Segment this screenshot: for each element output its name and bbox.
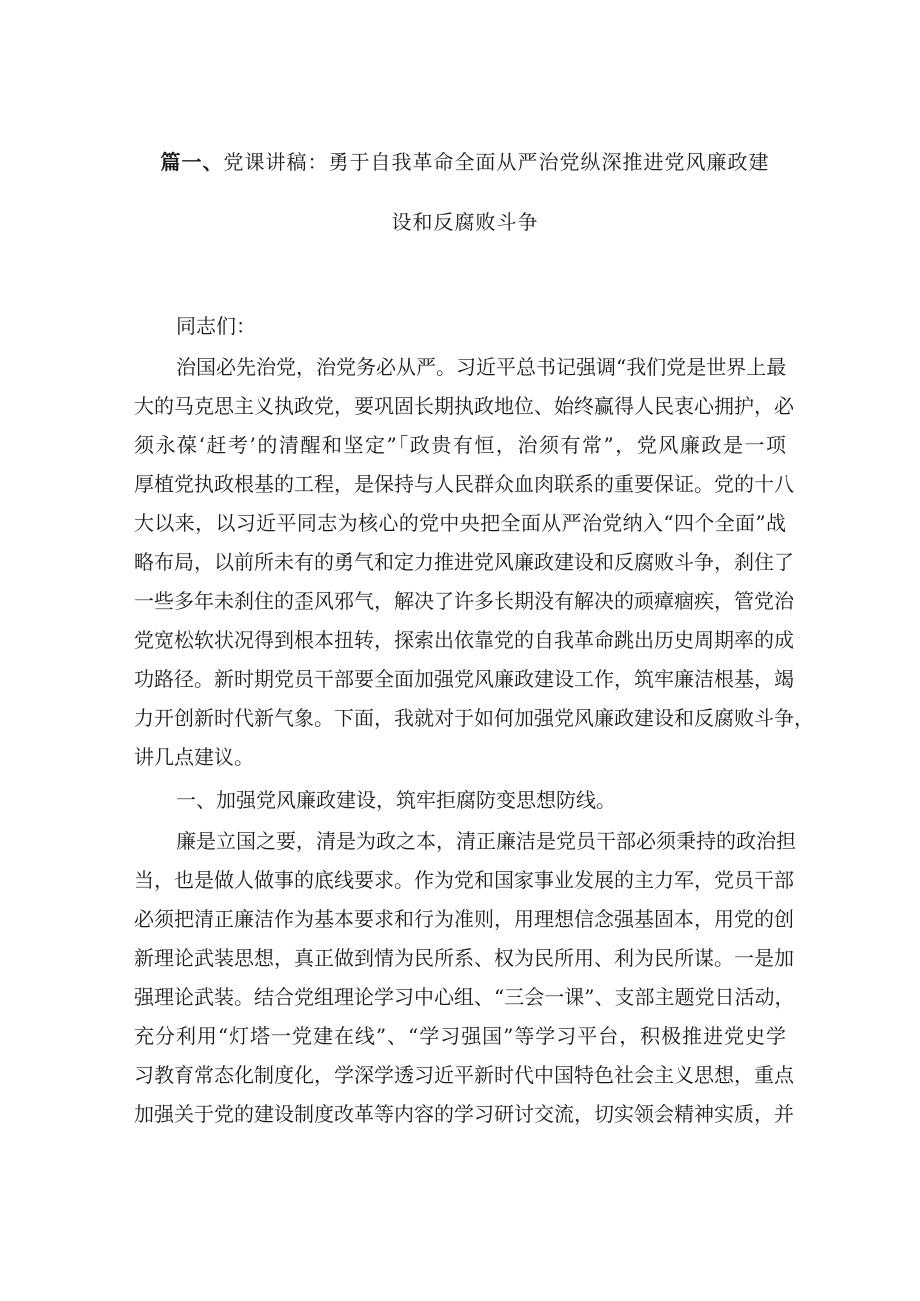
- paragraph-2-line: 新理论武装思想，真正做到情为民所系、权为民所用、利为民所谋。一是加: [134, 946, 794, 970]
- paragraph-1-line: 讲几点建议。: [134, 745, 254, 769]
- paragraph-2-line: 必须把清正廉洁作为基本要求和行为准则，用理想信念强基固本，用党的创: [134, 907, 794, 931]
- paragraph-1-line: 党宽松软状况得到根本扭转，探索出依靠党的自我革命跳出历史周期率的成: [134, 628, 794, 652]
- paragraph-1-line: 力开创新时代新气象。下面，我就对于如何加强党风廉政建设和反腐败斗争，: [134, 706, 814, 730]
- paragraph-1-line: 须永葆‘赶考’的清醒和坚定”「政贵有恒，治须有常”，党风廉政是一项: [134, 433, 786, 457]
- paragraph-2-line: 廉是立国之要，清是为政之本，清正廉洁是党员干部必须秉持的政治担: [176, 829, 796, 853]
- paragraph-2-line: 当，也是做人做事的底线要求。作为党和国家事业发展的主力军，党员干部: [134, 868, 794, 892]
- paragraph-2-line: 充分利用“灯塔一党建在线”、“学习强国”等学习平台，积极推进党史学: [134, 1024, 786, 1048]
- document-title-line-2: 设和反腐败斗争: [391, 210, 539, 234]
- paragraph-1-line: 一些多年未刹住的歪风邪气，解决了许多长期没有解决的顽瘴痼疾，管党治: [134, 589, 794, 613]
- paragraph-1-line: 功路径。新时期党员干部要全面加强党风廉政建设工作，筑牢廉洁根基，竭: [134, 667, 794, 691]
- paragraph-2-line: 加强关于党的建设制度改革等内容的学习研讨交流，切实领会精神实质，并: [134, 1102, 794, 1126]
- paragraph-1-line: 略布局，以前所未有的勇气和定力推进党风廉政建设和反腐败斗争，刹住了: [134, 550, 794, 574]
- section-heading-1: 一、加强党风廉政建设，筑牢拒腐防变思想防线。: [176, 788, 616, 812]
- paragraph-1-line: 治国必先治党，治党务必从严。习近平总书记强调“我们党是世界上最: [176, 355, 787, 379]
- paragraph-1-line: 厚植党执政根基的工程，是保持与人民群众血肉联系的重要保证。党的十八: [134, 472, 794, 496]
- greeting: 同志们：: [176, 314, 256, 338]
- title-text-1: 党课讲稿：勇于自我革命全面从严治党纵深推进党风廉政建: [223, 150, 770, 174]
- paragraph-1-line: 大的马克思主义执政党，要巩固长期执政地位、始终赢得人民衷心拥护，必: [134, 394, 794, 418]
- paragraph-1-line: 大以来，以习近平同志为核心的党中央把全面从严治党纳入“四个全面”战: [134, 511, 786, 535]
- paragraph-2-line: 习教育常态化制度化，学深学透习近平新时代中国特色社会主义思想，重点: [134, 1063, 794, 1087]
- document-title-line-1: [135, 146, 795, 175]
- title-prefix: 篇一、: [160, 150, 224, 174]
- paragraph-2-line: 强理论武装。结合党组理论学习中心组、“三会一课”、支部主题党日活动，: [134, 985, 795, 1009]
